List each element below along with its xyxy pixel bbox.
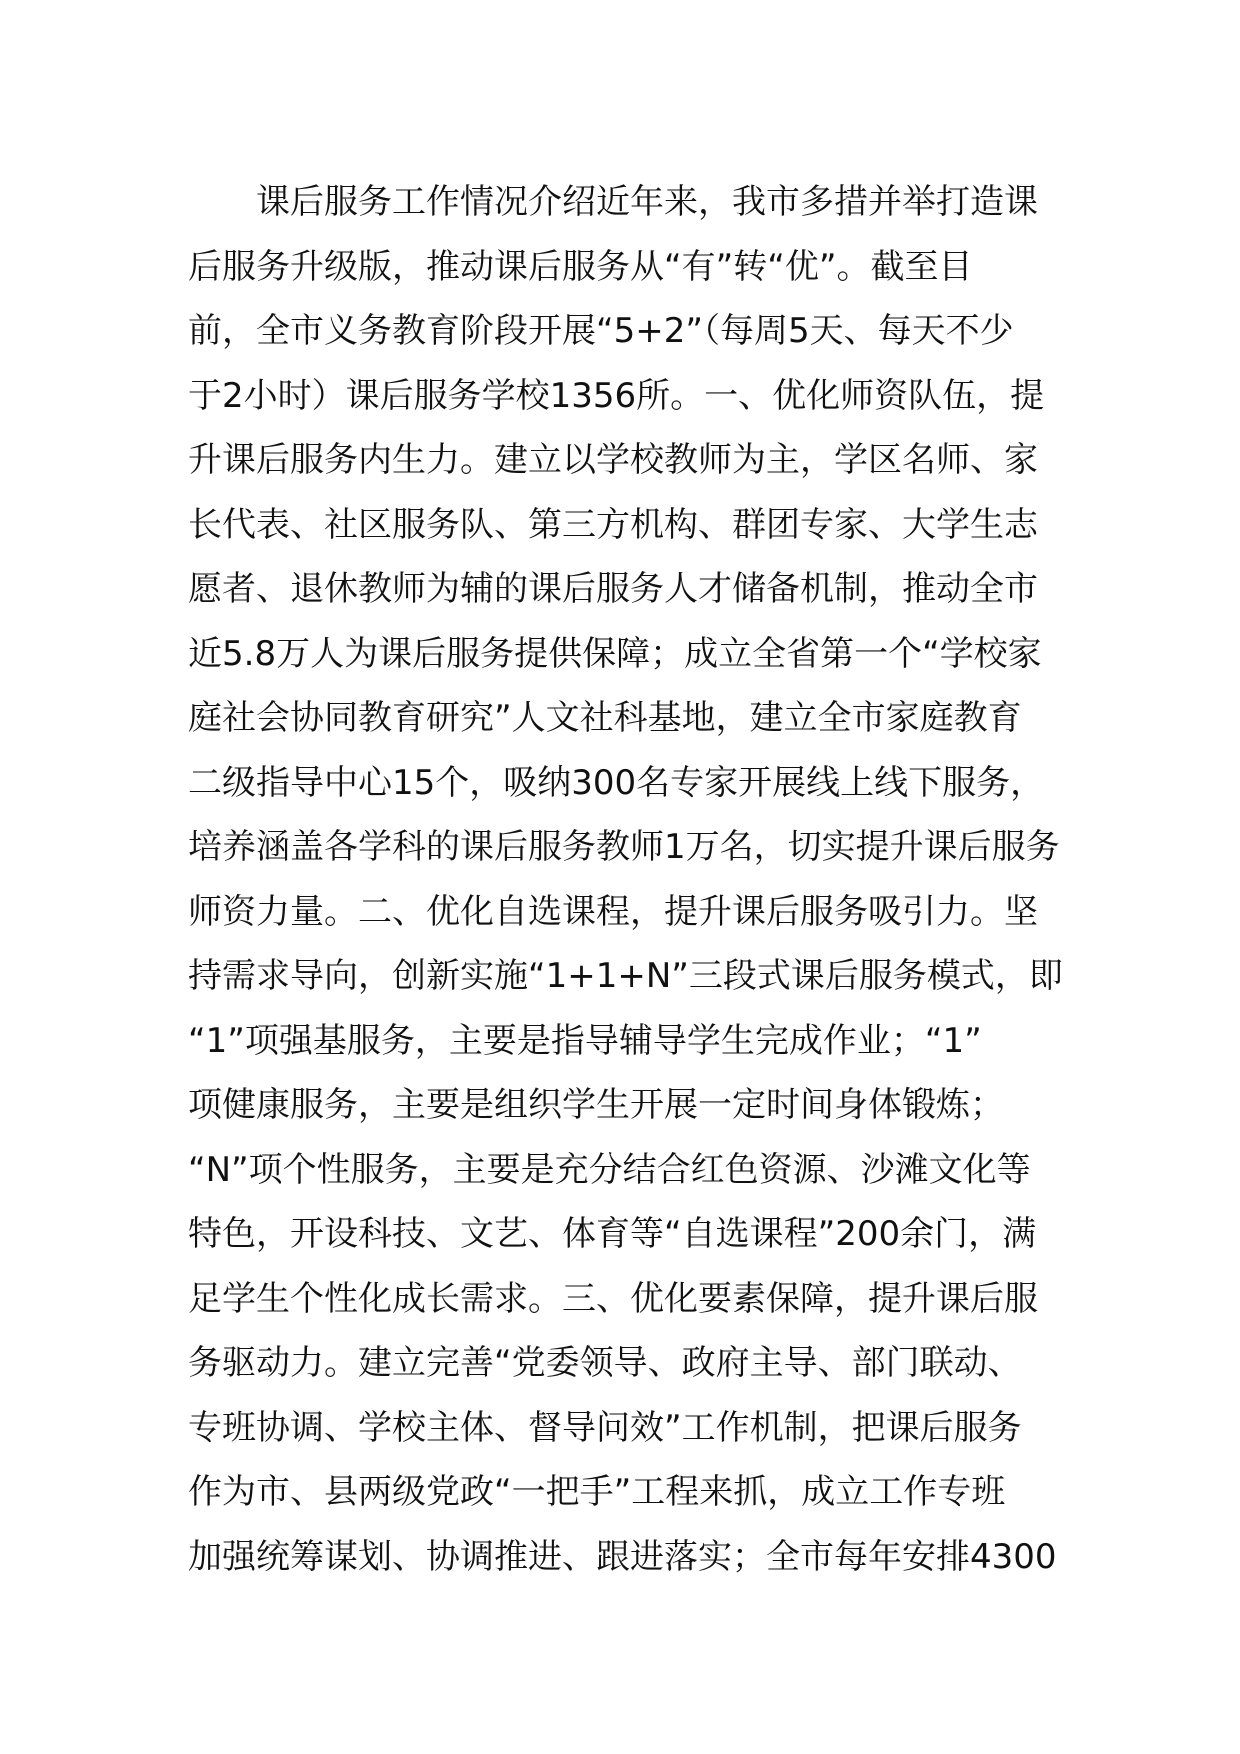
text-line: 务驱动力。建立完善“党委领导、政府主导、部门联动、 — [188, 1343, 1022, 1383]
text-line: 培养涵盖各学科的课后服务教师1万名，切实提升课后服务 — [188, 827, 1060, 867]
text-line: 特色，开设科技、文艺、体育等“自选课程”200余门，满 — [188, 1214, 1037, 1254]
text-line: 足学生个性化成长需求。三、优化要素保障，提升课后服 — [188, 1278, 1038, 1319]
text-line: 长代表、社区服务队、第三方机构、群团专家、大学生志 — [188, 504, 1038, 545]
text-line: 师资力量。二、优化自选课程，提升课后服务吸引力。坚 — [188, 891, 1038, 932]
text-line: 项健康服务，主要是组织学生开展一定时间身体锻炼； — [188, 1085, 1004, 1125]
text-line: 课后服务工作情况介绍近年来，我市多措并举打造课 — [256, 182, 1038, 222]
text-line: 作为市、县两级党政“一把手”工程来抓，成立工作专班 — [188, 1472, 1006, 1512]
text-line: 二级指导中心15个，吸纳300名专家开展线上线下服务， — [188, 762, 1045, 803]
text-line: 庭社会协同教育研究”人文社科基地，建立全市家庭教育 — [188, 698, 1022, 738]
text-line: 持需求导向，创新实施“1+1+N”三段式课后服务模式，即 — [188, 956, 1063, 996]
text-line: 专班协调、学校主体、督导问效”工作机制，把课后服务 — [188, 1407, 1022, 1448]
body-paragraph — [188, 170, 1068, 1589]
text-line: 近5.8万人为课后服务提供保障；成立全省第一个“学校家 — [188, 633, 1042, 674]
text-line: “1”项强基服务，主要是指导辅导学生完成作业；“1” — [188, 1020, 982, 1061]
text-line: 后服务升级版，推动课后服务从“有”转“优”。截至目 — [188, 246, 973, 287]
text-line: 升课后服务内生力。建立以学校教师为主，学区名师、家 — [188, 440, 1038, 480]
text-line: 于2小时）课后服务学校1356所。一、优化师资队伍，提 — [188, 375, 1045, 416]
text-line: 愿者、退休教师为辅的课后服务人才储备机制，推动全市 — [188, 569, 1038, 609]
text-line: “N”项个性服务，主要是充分结合红色资源、沙滩文化等 — [188, 1149, 1031, 1190]
text-line: 加强统筹谋划、协调推进、跟进落实；全市每年安排4300 — [188, 1536, 1057, 1577]
text-line: 前，全市义务教育阶段开展“5+2”（每周5天、每天不少 — [188, 311, 1014, 351]
